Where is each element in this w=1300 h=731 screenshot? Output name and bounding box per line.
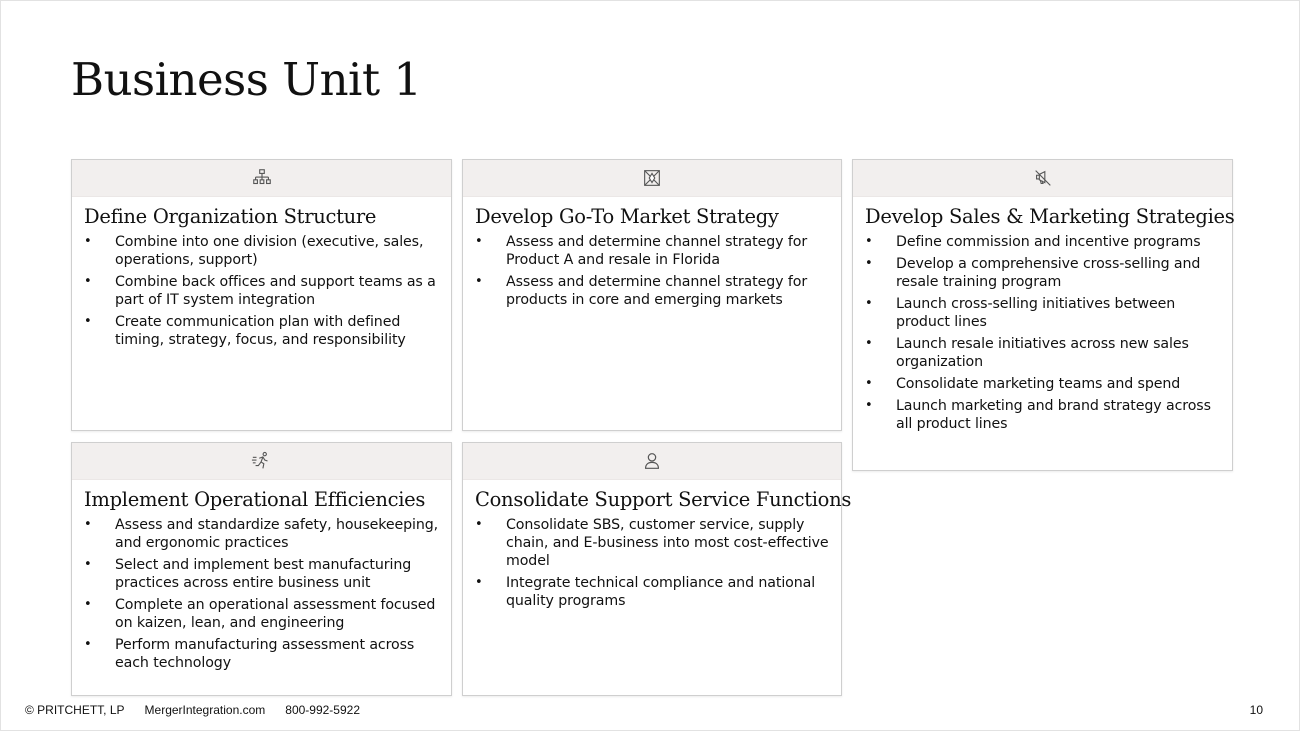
person-icon xyxy=(641,450,663,472)
slide-title: Business Unit 1 xyxy=(71,53,422,106)
bullet-item: • Assess and determine channel strategy for Product A and resale in Florida xyxy=(475,233,831,269)
footer-phone: 800-992-5922 xyxy=(285,703,360,717)
card-implement-operational-efficiencies xyxy=(71,442,452,696)
bullet-list xyxy=(853,233,1232,433)
card-header xyxy=(463,443,841,480)
card-title: Define Organization Structure xyxy=(84,205,377,228)
bullet-item: • Combine back offices and support teams as a part of IT system integration xyxy=(84,273,441,309)
bullet-item: • Launch resale initiatives across new sales organization xyxy=(865,335,1222,371)
bullet-list xyxy=(463,516,841,610)
card-title: Implement Operational Efficiencies xyxy=(84,488,426,511)
card-header xyxy=(463,160,841,197)
page-number: 10 xyxy=(1249,703,1263,717)
bullet-item: • Perform manufacturing assessment across each technology xyxy=(84,636,441,672)
bullet-item: • Launch cross-selling initiatives between product lines xyxy=(865,295,1222,331)
bullet-item: • Combine into one division (executive, sales, operations, support) xyxy=(84,233,441,269)
card-title: Develop Sales & Marketing Strategies xyxy=(865,205,1235,228)
bullet-item: • Complete an operational assessment focused on kaizen, lean, and engineering xyxy=(84,596,441,632)
bullet-item: • Consolidate marketing teams and spend xyxy=(865,375,1222,393)
org-chart-icon xyxy=(251,167,273,189)
footer-website: MergerIntegration.com xyxy=(144,703,266,717)
bullet-item: • Select and implement best manufacturing practices across entire business unit xyxy=(84,556,441,592)
bullet-item: • Create communication plan with defined timing, strategy, focus, and responsibility xyxy=(84,313,441,349)
footer-copyright: © PRITCHETT, LP xyxy=(25,703,125,717)
bullet-item: • Launch marketing and brand strategy across all product lines xyxy=(865,397,1222,433)
card-header xyxy=(72,443,451,480)
bullet-item: • Assess and determine channel strategy for products in core and emerging markets xyxy=(475,273,831,309)
card-header xyxy=(72,160,451,197)
card-title: Develop Go-To Market Strategy xyxy=(475,205,779,228)
compass-icon xyxy=(641,167,663,189)
bullet-item: • Consolidate SBS, customer service, supply chain, and E-business into most cost-effective model xyxy=(475,516,831,570)
bullet-item: • Integrate technical compliance and national quality programs xyxy=(475,574,831,610)
card-title: Consolidate Support Service Functions xyxy=(475,488,852,511)
card-header xyxy=(853,160,1232,197)
bullet-list xyxy=(463,233,841,309)
bullet-list xyxy=(72,516,451,672)
card-develop-sales-marketing-strategies xyxy=(852,159,1233,471)
bullet-item: • Develop a comprehensive cross-selling and resale training program xyxy=(865,255,1222,291)
card-develop-go-to-market-strategy xyxy=(462,159,842,431)
bullet-list xyxy=(72,233,451,349)
card-consolidate-support-service-functions xyxy=(462,442,852,696)
bullet-item: • Define commission and incentive programs xyxy=(865,233,1222,251)
running-person-icon xyxy=(251,450,273,472)
card-define-organization-structure xyxy=(71,159,452,431)
bullet-item: • Assess and standardize safety, housekeeping, and ergonomic practices xyxy=(84,516,441,552)
footer xyxy=(25,703,380,717)
megaphone-off-icon xyxy=(1032,167,1054,189)
